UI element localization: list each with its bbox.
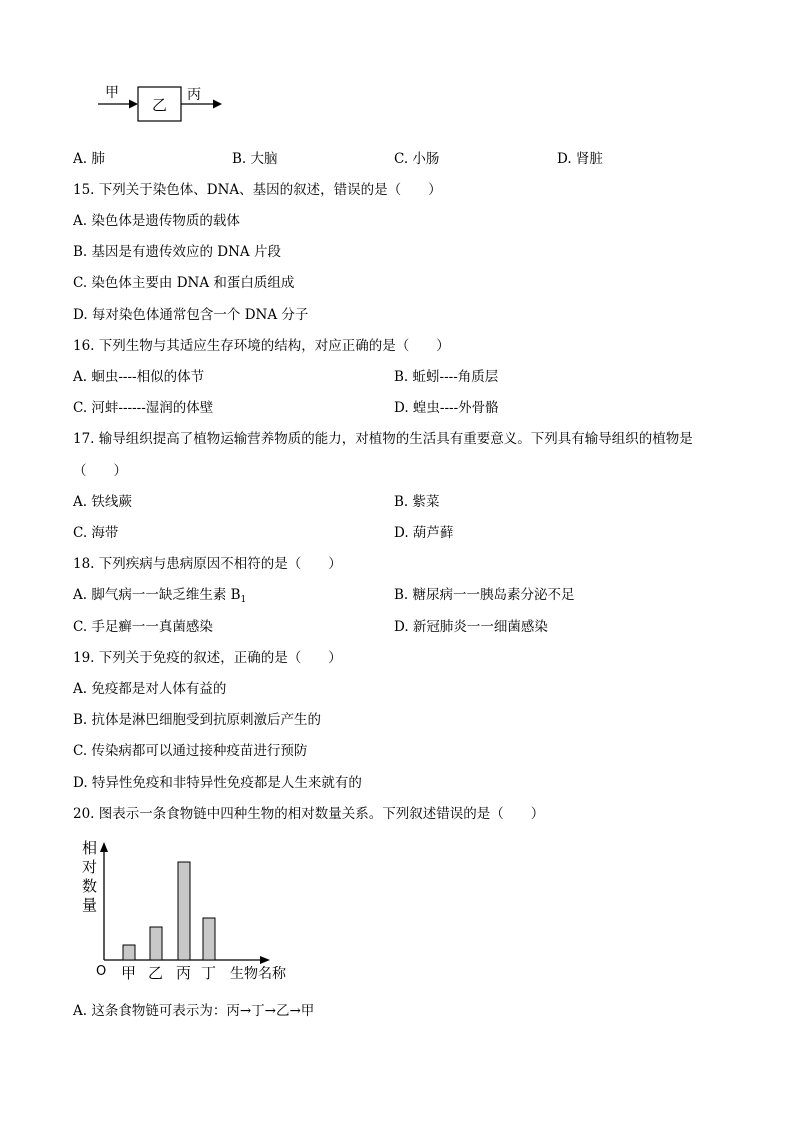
chart-ylabel-char-1: 相	[82, 839, 98, 857]
chart-ylabel-char-3: 数	[82, 877, 98, 895]
input-arrowhead	[129, 100, 138, 109]
q19-option-a[interactable]: A. 免疫都是对人体有益的	[73, 681, 227, 697]
q19-option-b[interactable]: B. 抗体是淋巴细胞受到抗原刺激后产生的	[73, 712, 322, 728]
q17-option-a[interactable]: A. 铁线蕨	[73, 494, 132, 510]
q16-option-d[interactable]: D. 蝗虫----外骨骼	[394, 400, 499, 416]
chart-x-tick-labels	[121, 964, 216, 982]
output-arrowhead	[213, 100, 222, 109]
q20-option-a[interactable]: A. 这条食物链可表示为：丙→丁→乙→甲	[73, 1003, 315, 1019]
q14-option-b[interactable]: B. 大脑	[232, 151, 278, 167]
q19-option-d[interactable]: D. 特异性免疫和非特异性免疫都是人生来就有的	[73, 775, 362, 791]
flow-diagram	[95, 82, 230, 124]
q14-option-d[interactable]: D. 肾脏	[557, 151, 603, 167]
q18-option-d[interactable]: D. 新冠肺炎一一细菌感染	[394, 619, 548, 635]
q18-option-a[interactable]	[73, 589, 246, 605]
chart-xlabel: 生物名称	[230, 966, 286, 982]
bar-chart	[78, 838, 308, 988]
chart-bar-1	[123, 945, 135, 960]
q17-stem-line1: 17. 输导组织提高了植物运输营养物质的能力，对植物的生活具有重要意义。下列具有输导组织的植物是	[73, 431, 693, 447]
flow-output-label: 丙	[187, 87, 201, 103]
q18-option-c[interactable]: C. 手足癣一一真菌感染	[73, 619, 213, 635]
chart-x-tick-label-3: 丙	[176, 964, 192, 982]
q17-option-d[interactable]: D. 葫芦藓	[394, 525, 454, 541]
chart-bars	[123, 862, 215, 960]
chart-ylabel-char-2: 对	[82, 858, 98, 876]
chart-y-axis-arrowhead	[100, 842, 108, 852]
q15-stem: 15. 下列关于染色体、DNA、基因的叙述，错误的是（ ）	[73, 182, 442, 198]
q20-stem: 20. 图表示一条食物链中四种生物的相对数量关系。下列叙述错误的是（ ）	[73, 806, 545, 822]
q17-stem-line2: （ ）	[73, 463, 127, 479]
q18-option-a-subscript: 1	[240, 595, 247, 605]
q14-option-c[interactable]: C. 小肠	[394, 151, 440, 167]
q18-option-b[interactable]: B. 糖尿病一一胰岛素分泌不足	[394, 587, 575, 603]
q16-stem: 16. 下列生物与其适应生存环境的结构，对应正确的是（ ）	[73, 338, 450, 354]
chart-bar-2	[150, 927, 162, 960]
q19-stem: 19. 下列关于免疫的叙述，正确的是（ ）	[73, 650, 342, 666]
chart-x-tick-label-4: 丁	[201, 964, 217, 982]
chart-bar-4	[203, 918, 215, 960]
flow-input-label: 甲	[105, 85, 119, 101]
chart-x-tick-label-2: 乙	[148, 964, 164, 982]
flow-box-label: 乙	[152, 96, 168, 114]
q15-option-c[interactable]: C. 染色体主要由 DNA 和蛋白质组成	[73, 275, 295, 291]
chart-bar-3	[178, 862, 190, 960]
q18-option-a-text: A. 脚气病一一缺乏维生素 B	[73, 587, 241, 603]
q14-option-a[interactable]: A. 肺	[73, 151, 105, 167]
q18-stem: 18. 下列疾病与患病原因不相符的是（ ）	[73, 556, 342, 572]
q17-option-b[interactable]: B. 紫菜	[394, 494, 440, 510]
chart-ylabel-char-4: 量	[82, 896, 98, 914]
q16-option-b[interactable]: B. 蚯蚓----角质层	[394, 369, 499, 385]
q16-option-c[interactable]: C. 河蚌------湿润的体壁	[73, 400, 214, 416]
q16-option-a[interactable]: A. 蛔虫----相似的体节	[73, 369, 205, 385]
q19-option-c[interactable]: C. 传染病都可以通过接种疫苗进行预防	[73, 743, 308, 759]
chart-x-axis-arrowhead	[260, 956, 270, 964]
q15-option-d[interactable]: D. 每对染色体通常包含一个 DNA 分子	[73, 307, 309, 323]
chart-origin-label: O	[96, 964, 107, 979]
q15-option-b[interactable]: B. 基因是有遗传效应的 DNA 片段	[73, 244, 281, 260]
q17-option-c[interactable]: C. 海带	[73, 525, 119, 541]
chart-x-tick-label-1: 甲	[121, 964, 137, 982]
q15-option-a[interactable]: A. 染色体是遗传物质的载体	[73, 213, 240, 229]
